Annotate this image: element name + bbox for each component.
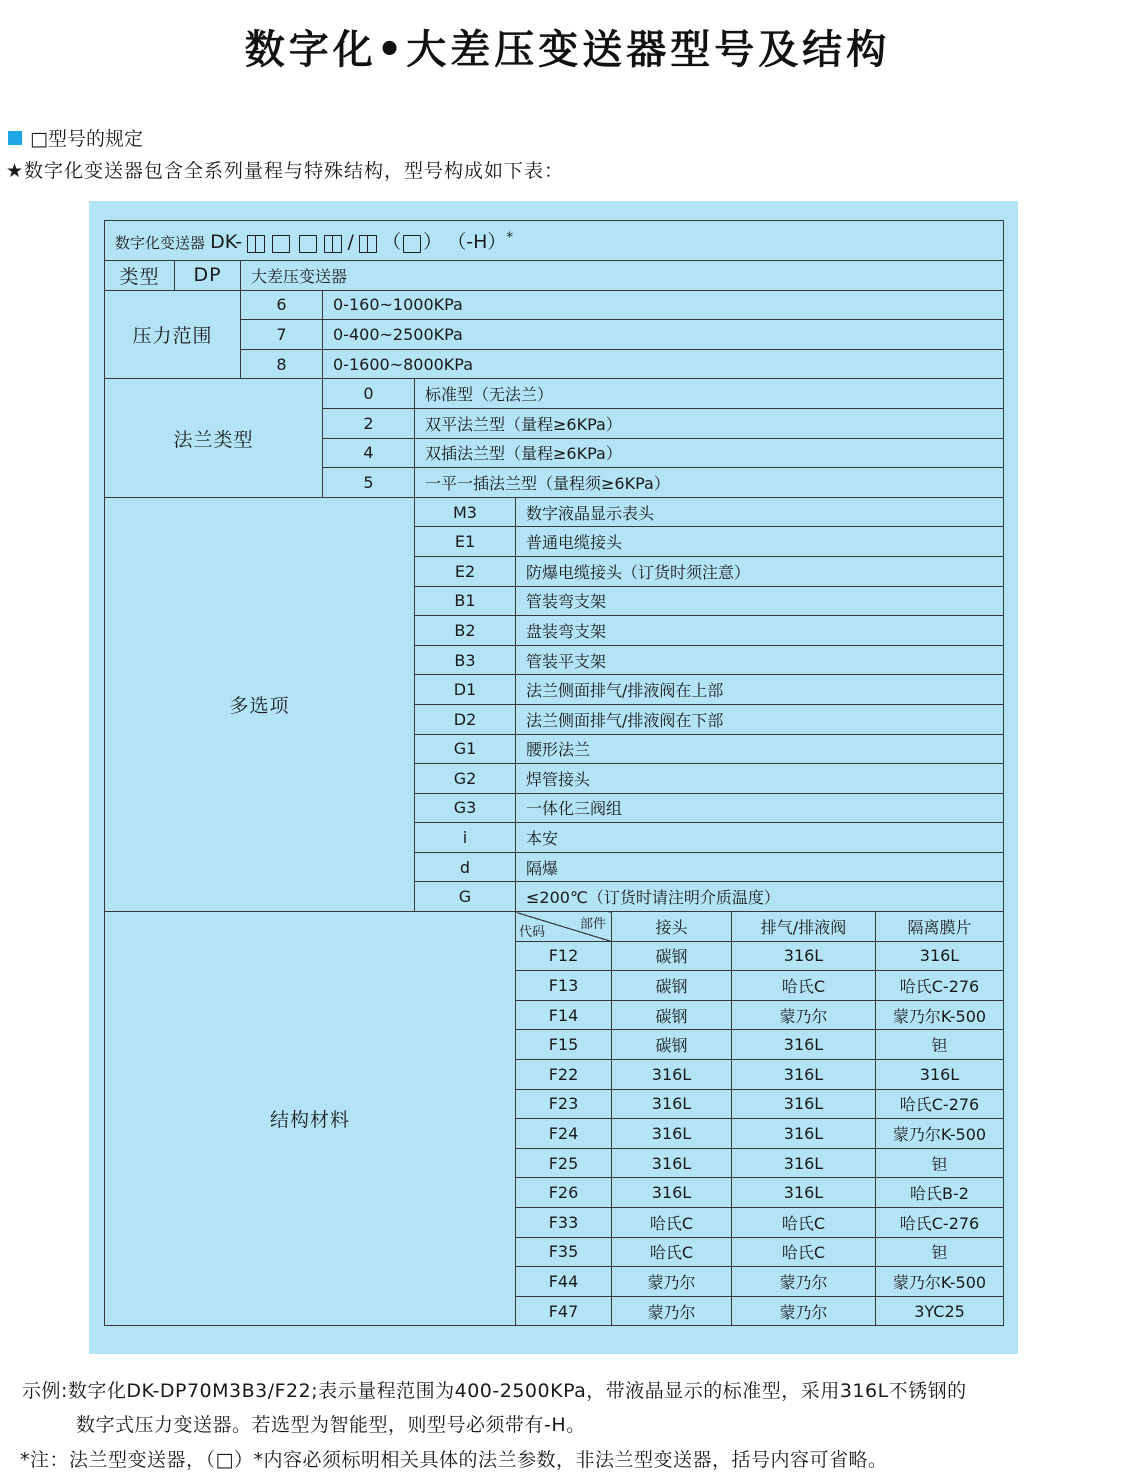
option-row: [105, 497, 1004, 527]
option-code: B3: [415, 645, 516, 675]
materials-diag-header: [516, 912, 612, 942]
flange-type-desc: 双插法兰型（量程≥6KPa）: [415, 438, 1004, 468]
type-desc: 大差压变送器: [241, 261, 1004, 291]
pressure-range-code: 6: [241, 290, 323, 320]
footnote: *注：法兰型变送器，（□）*内容必须标明相关具体的法兰参数，非法兰型变送器，括号内容可省略。: [20, 1449, 888, 1471]
type-row: [105, 261, 1004, 291]
material-valve: 316L: [732, 1060, 876, 1090]
option-code: E2: [415, 556, 516, 586]
material-code: F44: [516, 1267, 612, 1297]
material-joint: 哈氏C: [612, 1237, 732, 1267]
material-joint: 哈氏C: [612, 1208, 732, 1238]
material-joint: 316L: [612, 1119, 732, 1149]
material-diaphragm: 钽: [876, 1148, 1004, 1178]
materials-col-joint: 接头: [612, 912, 732, 942]
option-code: M3: [415, 497, 516, 527]
options-label: 多选项: [105, 497, 415, 911]
material-code: F13: [516, 971, 612, 1001]
type-code: DP: [175, 261, 241, 291]
flange-type-row: [105, 379, 1004, 409]
pressure-range-code: 8: [241, 349, 323, 379]
material-valve: 蒙乃尔: [732, 1296, 876, 1326]
materials-col-diaphragm: 隔离膜片: [876, 912, 1004, 942]
material-valve: 316L: [732, 1178, 876, 1208]
placeholder-box-icon: [247, 235, 265, 253]
material-valve: 蒙乃尔: [732, 1267, 876, 1297]
material-valve: 316L: [732, 1148, 876, 1178]
material-diaphragm: 哈氏C-276: [876, 971, 1004, 1001]
option-desc: 管装弯支架: [516, 586, 1004, 616]
option-desc: 法兰侧面排气/排液阀在上部: [516, 675, 1004, 705]
material-valve: 蒙乃尔: [732, 1000, 876, 1030]
material-code: F33: [516, 1208, 612, 1238]
placeholder-box-icon: [299, 235, 317, 253]
material-joint: 316L: [612, 1060, 732, 1090]
pressure-range-desc: 0-400~2500KPa: [323, 320, 1004, 350]
example-line-2: 数字式压力变送器。若选型为智能型，则型号必须带有-H。: [76, 1414, 586, 1436]
pressure-range-code: 7: [241, 320, 323, 350]
placeholder-box-icon: [359, 235, 377, 253]
material-valve: 哈氏C: [732, 1237, 876, 1267]
material-diaphragm: 蒙乃尔K-500: [876, 1000, 1004, 1030]
option-desc: 隔爆: [516, 852, 1004, 882]
blue-square-icon: [8, 131, 22, 145]
material-diaphragm: 316L: [876, 1060, 1004, 1090]
option-desc: 本安: [516, 823, 1004, 853]
option-desc: 盘装弯支架: [516, 616, 1004, 646]
materials-col-valve: 排气/排液阀: [732, 912, 876, 942]
materials-label: 结构材料: [105, 912, 516, 1326]
material-valve: 316L: [732, 1089, 876, 1119]
material-joint: 316L: [612, 1089, 732, 1119]
option-code: B2: [415, 616, 516, 646]
flange-type-desc: 双平法兰型（量程≥6KPa）: [415, 408, 1004, 438]
model-spec-table: [104, 220, 1004, 1326]
material-joint: 蒙乃尔: [612, 1296, 732, 1326]
example-line-1: 示例:数字化DK-DP70M3B3/F22;表示量程范围为400-2500KPa，带液晶显示的标准型，采用316L不锈钢的: [22, 1380, 967, 1402]
material-diaphragm: 哈氏C-276: [876, 1089, 1004, 1119]
material-valve: 316L: [732, 1119, 876, 1149]
placeholder-box-icon: [324, 235, 342, 253]
option-desc: 腰形法兰: [516, 734, 1004, 764]
option-code: i: [415, 823, 516, 853]
option-code: D2: [415, 704, 516, 734]
material-joint: 碳钢: [612, 971, 732, 1001]
option-desc: 防爆电缆接头（订货时须注意）: [516, 556, 1004, 586]
option-code: B1: [415, 586, 516, 616]
material-joint: 碳钢: [612, 941, 732, 971]
material-joint: 蒙乃尔: [612, 1267, 732, 1297]
material-joint: 碳钢: [612, 1030, 732, 1060]
material-code: F26: [516, 1178, 612, 1208]
option-desc: 焊管接头: [516, 764, 1004, 794]
material-code: F35: [516, 1237, 612, 1267]
option-desc: 管装平支架: [516, 645, 1004, 675]
option-code: d: [415, 852, 516, 882]
page-title: 数字化•大差压变送器型号及结构: [244, 27, 891, 73]
paren-close: ）: [423, 231, 443, 253]
material-valve: 316L: [732, 941, 876, 971]
option-desc: 法兰侧面排气/排液阀在下部: [516, 704, 1004, 734]
material-diaphragm: 蒙乃尔K-500: [876, 1267, 1004, 1297]
option-code: G: [415, 882, 516, 912]
pressure-range-row: [105, 290, 1004, 320]
option-desc: 一体化三阀组: [516, 793, 1004, 823]
model-slash: /: [347, 231, 354, 253]
material-diaphragm: 蒙乃尔K-500: [876, 1119, 1004, 1149]
material-valve: 哈氏C: [732, 1208, 876, 1238]
material-code: F23: [516, 1089, 612, 1119]
option-code: G3: [415, 793, 516, 823]
placeholder-box-icon: [403, 235, 421, 253]
diag-header-top: 部件: [579, 917, 606, 933]
pressure-range-desc: 0-1600~8000KPa: [323, 349, 1004, 379]
material-valve: 316L: [732, 1030, 876, 1060]
diag-header-bottom: 代码: [519, 924, 546, 940]
materials-header-row: [105, 912, 1004, 942]
header-row: [105, 221, 1004, 261]
material-code: F15: [516, 1030, 612, 1060]
model-suffix: （-H）: [447, 231, 507, 253]
model-prefix: DK-: [210, 231, 243, 253]
intro-text: ★数字化变送器包含全系列量程与特殊结构，型号构成如下表：: [6, 160, 565, 182]
material-code: F24: [516, 1119, 612, 1149]
section-heading-text: □型号的规定: [30, 128, 143, 150]
flange-type-code: 0: [323, 379, 415, 409]
option-code: D1: [415, 675, 516, 705]
material-diaphragm: 哈氏C-276: [876, 1208, 1004, 1238]
material-diaphragm: 哈氏B-2: [876, 1178, 1004, 1208]
material-valve: 哈氏C: [732, 971, 876, 1001]
material-diaphragm: 钽: [876, 1030, 1004, 1060]
material-joint: 316L: [612, 1148, 732, 1178]
option-code: G1: [415, 734, 516, 764]
material-code: F22: [516, 1060, 612, 1090]
flange-type-code: 4: [323, 438, 415, 468]
flange-type-desc: 标准型（无法兰）: [415, 379, 1004, 409]
flange-type-desc: 一平一插法兰型（量程须≥6KPa）: [415, 468, 1004, 498]
flange-type-code: 5: [323, 468, 415, 498]
option-code: G2: [415, 764, 516, 794]
model-format-cell: [105, 221, 1004, 261]
material-diaphragm: 3YC25: [876, 1296, 1004, 1326]
flange-type-code: 2: [323, 408, 415, 438]
material-joint: 316L: [612, 1178, 732, 1208]
model-star: *: [506, 230, 514, 246]
material-code: F14: [516, 1000, 612, 1030]
header-label: 数字化变送器: [115, 234, 206, 252]
pressure-range-desc: 0-160~1000KPa: [323, 290, 1004, 320]
option-desc: ≤200℃（订货时请注明介质温度）: [516, 882, 1004, 912]
option-desc: 普通电缆接头: [516, 527, 1004, 557]
pressure-range-label: 压力范围: [105, 290, 241, 379]
material-code: F12: [516, 941, 612, 971]
paren-open: （: [382, 231, 402, 253]
option-desc: 数字液晶显示表头: [516, 497, 1004, 527]
section-heading: [8, 124, 143, 151]
placeholder-box-icon: [272, 235, 290, 253]
material-code: F25: [516, 1148, 612, 1178]
option-code: E1: [415, 527, 516, 557]
type-label: 类型: [105, 261, 175, 291]
material-diaphragm: 钽: [876, 1237, 1004, 1267]
material-diaphragm: 316L: [876, 941, 1004, 971]
material-code: F47: [516, 1296, 612, 1326]
flange-type-label: 法兰类型: [105, 379, 323, 497]
material-joint: 碳钢: [612, 1000, 732, 1030]
